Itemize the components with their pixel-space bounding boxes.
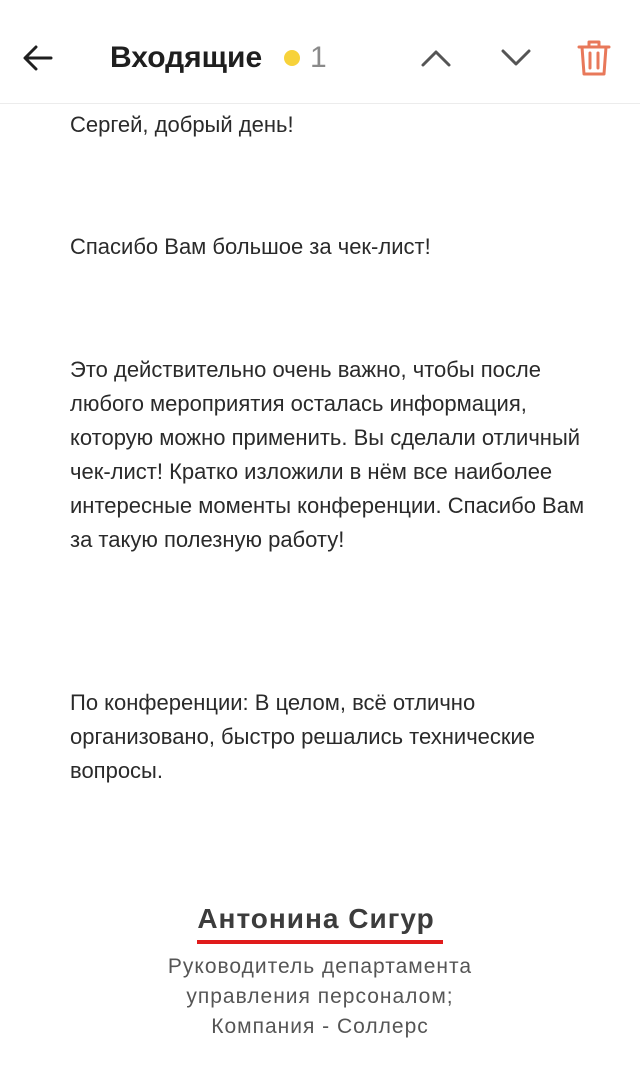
top-app-bar: [0, 0, 640, 104]
next-message-button[interactable]: [494, 36, 538, 80]
signature-role-line: управления персоналом;: [186, 985, 454, 1008]
signature-company-line: Компания - Соллерс: [211, 1015, 429, 1038]
delete-message-button[interactable]: [572, 36, 616, 80]
previous-message-button[interactable]: [414, 36, 458, 80]
unread-indicator-dot: [284, 50, 300, 66]
message-paragraph: По конференции: В целом, всё отлично организовано, быстро решались технические вопросы.: [70, 690, 536, 783]
folder-title: Входящие: [110, 41, 263, 74]
chevron-down-icon: [500, 48, 532, 68]
trash-icon: [577, 39, 611, 77]
chevron-up-icon: [420, 48, 452, 68]
message-paragraph: Сергей, добрый день!: [70, 112, 294, 137]
email-signature: [0, 902, 640, 1042]
unread-count: 1: [310, 41, 327, 74]
message-paragraph: Это действительно очень важно, чтобы после любого мероприятия осталась информация, которую можно применить. Вы сделали отличный чек-лист! Кратко изложили в нём все наиболее интересные моменты конференции. Спасибо Вам за такую полезную работу!: [70, 357, 585, 552]
signature-name: Антонина Сигур: [197, 902, 442, 944]
arrow-left-icon: [23, 45, 53, 71]
signature-role-line: Руководитель департамента: [167, 955, 473, 978]
message-paragraph: Спасибо Вам большое за чек-лист!: [70, 234, 431, 259]
back-button[interactable]: [18, 38, 58, 78]
